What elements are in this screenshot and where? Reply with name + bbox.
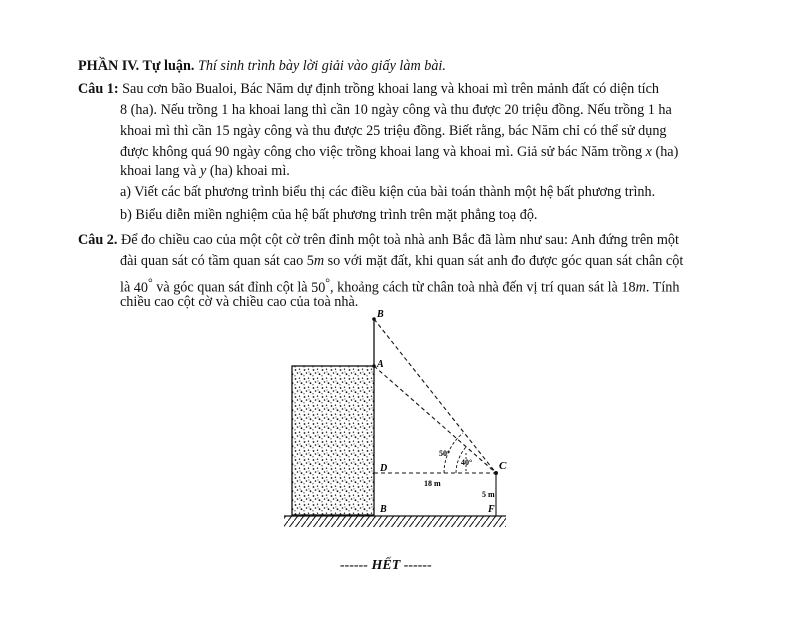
label-distance: 18 m xyxy=(424,479,441,488)
q1-label: Câu 1: xyxy=(78,81,119,97)
q2-angle-2-value: 50 xyxy=(311,279,326,296)
q2-text-1: Để đo chiều cao của một cột cờ trên đỉnh một toà nhà anh Bắc đã làm như sau: Anh đứng trên một xyxy=(120,232,679,248)
label-b-top: B xyxy=(377,309,384,320)
q1-part-a: a) Viết các bất phương trình biểu thị các điều kiện của bài toán thành một hệ bất phương trình. xyxy=(120,184,656,200)
q2-height-unit: m xyxy=(313,253,325,269)
part-title: PHẦN IV. Tự luận. xyxy=(78,58,195,74)
q2-height xyxy=(307,253,324,269)
q1-var-x: x xyxy=(645,144,652,160)
label-a: A xyxy=(377,359,384,370)
sight-line-bottom xyxy=(374,366,496,473)
q1-text-5: khoai lang và xyxy=(120,163,197,179)
building xyxy=(292,366,374,515)
q2-text-2a: đài quan sát có tầm quan sát cao xyxy=(120,253,304,269)
q1-line-1 xyxy=(78,81,659,98)
flagpole-diagram xyxy=(276,305,516,537)
q1-var-y: y xyxy=(199,163,207,179)
label-b-bottom: B xyxy=(380,504,387,515)
q1-line-4 xyxy=(120,144,678,161)
label-d: D xyxy=(380,463,388,474)
q2-angle-1-value: 40 xyxy=(133,279,148,296)
q2-text-3c: , khoảng cách từ chân toà nhà đến vị trí quan sát là xyxy=(330,279,618,296)
q2-label: Câu 2. xyxy=(78,232,118,248)
q1-text-1: Sau cơn bão Bualoi, Bác Năm dự định trồng khoai lang và khoai mì trên mảnh đất có diện tích xyxy=(122,81,660,97)
q2-angle-2: 50° xyxy=(311,275,331,296)
q1-text-4: được không quá 90 ngày công cho việc trồng khoai lang và khoai mì. Giả sử bác Năm trồng xyxy=(120,144,643,160)
q2-line-4: chiều cao cột cờ và chiều cao của toà nhà. xyxy=(120,294,359,310)
q1-line-3: khoai mì thì cần 15 ngày công và thu được 25 triệu đồng. Biết rằng, bác Năm chỉ có thể sử dụng xyxy=(120,123,667,139)
q2-distance xyxy=(621,280,645,296)
q1-part-b: b) Biểu diễn miền nghiệm của hệ bất phương trình trên mặt phẳng toạ độ. xyxy=(120,207,538,223)
q2-distance-value: 18 xyxy=(621,279,636,296)
label-c: C xyxy=(499,460,507,472)
label-f: F xyxy=(488,504,495,515)
q2-text-3a: là xyxy=(120,279,131,296)
q2-angle-1: 40° xyxy=(133,275,153,296)
label-angle-50: 50° xyxy=(439,449,451,458)
q1-unit-x: (ha) xyxy=(655,144,679,160)
part-instruction: Thí sinh trình bày lời giải vào giấy làm bài. xyxy=(197,58,446,74)
q1-line-5 xyxy=(120,163,290,180)
label-height: 5 m xyxy=(482,490,495,499)
ground xyxy=(284,516,506,527)
q2-line-1 xyxy=(78,232,679,249)
q1-text-6: (ha) khoai mì. xyxy=(209,163,290,179)
label-angle-40: 40° xyxy=(461,458,473,467)
q2-text-2b: so với mặt đất, khi quan sát anh đo được góc quan sát chân cột xyxy=(327,253,684,269)
q2-height-value: 5 xyxy=(306,253,314,269)
q2-text-3d: . Tính xyxy=(645,279,680,296)
end-marker: ------ HẾT ------ xyxy=(340,558,432,573)
q2-text-3b: và góc quan sát đỉnh cột là xyxy=(156,279,308,296)
q2-distance-unit: m xyxy=(635,279,646,296)
q1-line-2: 8 (ha). Nếu trồng 1 ha khoai lang thì cần 10 ngày công và thu được 20 triệu đồng. Nếu trồng 1 ha xyxy=(120,102,672,118)
part-heading xyxy=(78,58,446,75)
q2-line-2 xyxy=(120,253,683,270)
sight-line-top xyxy=(374,319,496,473)
